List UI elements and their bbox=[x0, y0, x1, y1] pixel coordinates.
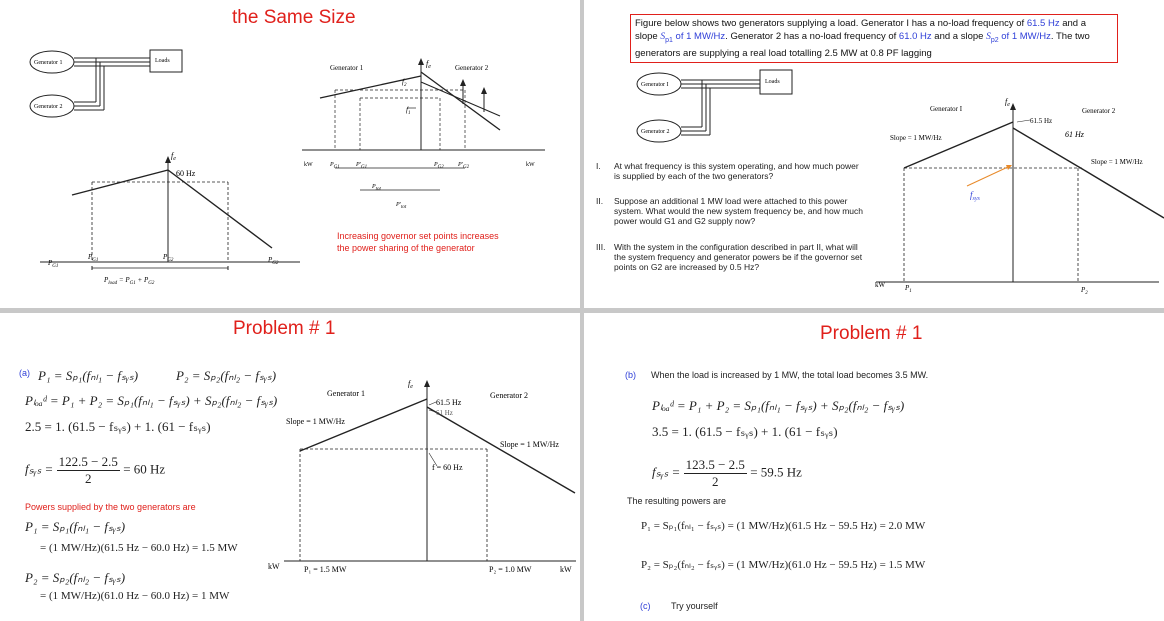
numeric-equation: 2.5 = 1. (61.5 − fₛᵧₛ) + 1. (61 − fₛᵧₛ) bbox=[25, 419, 211, 434]
fsys-result: fₛᵧₛ = $\frac{122.5 - 2.5}{2}$ = 60 Hz bbox=[25, 454, 166, 486]
p2-formula: P₂ = Sₚ₂(fₙₗ₂ − fₛᵧₛ) bbox=[25, 570, 126, 585]
pg1-left-label: $P_{G1}$ bbox=[48, 259, 59, 269]
pg2-label: $P_{G2}$ bbox=[163, 253, 174, 263]
gen2-label: Generator 2 bbox=[490, 391, 528, 400]
gen2-droop-shifted bbox=[421, 82, 500, 116]
p2-axis-label: $P_2$ bbox=[1081, 286, 1088, 296]
61-5hz-label: 61.5 Hz bbox=[436, 398, 462, 407]
powers-note: Powers supplied by the two generators are bbox=[25, 502, 196, 512]
slide-problem-statement bbox=[584, 0, 1164, 308]
61-5hz-label: 61.5 Hz bbox=[1030, 117, 1053, 125]
description-line-3: generators are supplying a real load totalling 2.5 MW at 0.8 PF lagging bbox=[635, 47, 932, 59]
loads-label: Loads bbox=[155, 58, 170, 64]
61hz-label: 61 Hz bbox=[436, 409, 453, 417]
slope2-label: Slope = 1 MW/Hz bbox=[1091, 158, 1143, 166]
slide-title: Problem # 1 bbox=[820, 323, 923, 344]
kw-left-label: kW bbox=[304, 162, 313, 168]
gen1-label: Generator 1 bbox=[327, 389, 365, 398]
fsys-arrow bbox=[967, 166, 1010, 186]
pg1-b-label: $P'_{G1}$ bbox=[356, 162, 368, 170]
generator-1-label: Generator I bbox=[641, 82, 669, 88]
fe-label: $f_e$ bbox=[171, 151, 176, 162]
droop-graph-part-a bbox=[0, 313, 580, 621]
right-gen1-label: Generator 1 bbox=[330, 64, 364, 72]
pload-equation: $P_{load} = P_{G1} + P_{G2}$ bbox=[104, 276, 155, 286]
pg1-label: $P_{G1}$ bbox=[88, 253, 99, 263]
parallel-generators-diagram bbox=[0, 0, 580, 308]
slope1-label: Slope = 1 MW/Hz bbox=[286, 417, 345, 426]
p1-value-label: P₁ = 1.5 MW bbox=[304, 565, 347, 574]
gen1-droop-line bbox=[904, 122, 1013, 168]
kw-label: kW bbox=[875, 281, 886, 289]
generator-2-label: Generator 2 bbox=[641, 129, 670, 135]
right-gen2-label: Generator 2 bbox=[1082, 107, 1116, 115]
loads-label: Loads bbox=[765, 79, 780, 85]
gen2-droop bbox=[421, 72, 500, 130]
f60-label: f = 60 Hz bbox=[432, 463, 463, 472]
pload-equation: Pₗₒₐᵈ = P₁ + P₂ = Sₚ₁(fₙₗ₁ − fₛᵧₛ) + Sₚ₂(fₙₗ₂ − fₛᵧₛ) bbox=[652, 398, 905, 413]
kw-right-label: kW bbox=[560, 565, 572, 574]
right-fe-label: $f_e$ bbox=[426, 59, 431, 70]
right-gen1-label: Generator I bbox=[930, 105, 963, 113]
slope1-label: Slope = 1 MW/Hz bbox=[890, 134, 942, 142]
pg2-right-label: $P_{G2}$ bbox=[268, 256, 279, 266]
p2-result-line: P₂ = Sₚ₂(fₙₗ₂ − fₛᵧₛ) = (1 MW/Hz)(61.0 Hz − 59.5 Hz) = 1.5 MW bbox=[641, 559, 926, 571]
numeric-equation: 3.5 = 1. (61.5 − fₛᵧₛ) + 1. (61 − fₛᵧₛ) bbox=[652, 424, 838, 439]
p1-equation: P₁ = Sₚ₁(fₙₗ₁ − fₛᵧₛ) bbox=[38, 368, 139, 383]
part-c-label: (c) bbox=[640, 601, 651, 611]
pload-equation: Pₗₒₐᵈ = P₁ + P₂ = Sₚ₁(fₙₗ₁ − fₛᵧₛ) + Sₚ₂(fₙₗ₂ − fₛᵧₛ) bbox=[25, 393, 278, 408]
question-3: III. With the system in the configuration described in part II, what will the system frequency and generator powers be if the governor set points on G2 are increased by 0.5 Hz? bbox=[596, 242, 863, 272]
kw-right-label: kW bbox=[526, 162, 535, 168]
p2-value-label: P₂ = 1.0 MW bbox=[489, 565, 532, 574]
p1-result-line: P₁ = Sₚ₁(fₙₗ₁ − fₛᵧₛ) = (1 MW/Hz)(61.5 Hz − 59.5 Hz) = 2.0 MW bbox=[641, 520, 926, 532]
pg2-a-label: $P_{G2}$ bbox=[434, 162, 444, 170]
gen2-droop-line bbox=[427, 407, 575, 493]
pg2-b-label: $P'_{G2}$ bbox=[458, 162, 470, 170]
fe-label: $f_e$ bbox=[1005, 97, 1010, 108]
fe-label: $f_e$ bbox=[408, 379, 413, 390]
p1-formula: P₁ = Sₚ₁(fₙₗ₁ − fₛᵧₛ) bbox=[25, 519, 126, 534]
governor-note-line1: Increasing governor set points increases bbox=[337, 231, 499, 241]
kw-left-label: kW bbox=[268, 562, 280, 571]
question-2: II. Suppose an additional 1 MW load were attached to this power system. What would the new system frequency be, and how much power would G1 and G2 supply now? bbox=[596, 196, 863, 226]
slope2-label: Slope = 1 MW/Hz bbox=[500, 440, 559, 449]
fsys-label: $f_{sys}$ bbox=[970, 190, 980, 202]
f2-label: $f_2$ bbox=[402, 78, 407, 88]
part-a-label: (a) bbox=[19, 368, 30, 378]
ptot-label: $P_{tot}$ bbox=[372, 184, 381, 192]
ptot-prime-label: $P'_{tot}$ bbox=[396, 202, 407, 210]
resulting-powers-note: The resulting powers are bbox=[627, 496, 727, 506]
61hz-label: 61 Hz bbox=[1065, 130, 1084, 139]
p2-calculation: = (1 MW/Hz)(61.0 Hz − 60.0 Hz) = 1 MW bbox=[40, 590, 230, 602]
description-line-2: slope $S_{p1}$ of 1 MW/Hz. Generator 2 has a no-load frequency of 61.0 Hz and a slope $S_{p2}$ of 1 MW/Hz. The two bbox=[635, 31, 1090, 44]
p2-equation: P₂ = Sₚ₂(fₙₗ₂ − fₛᵧₛ) bbox=[176, 368, 277, 383]
slide-problem-1-part-b bbox=[584, 313, 1164, 621]
question-1: I. At what frequency is this system operating, and how much power is supplied by each of the two generators? bbox=[596, 161, 859, 181]
part-c-text: Try yourself bbox=[671, 601, 718, 611]
governor-note-line2: the power sharing of the generator bbox=[337, 243, 475, 253]
part-b-label: (b) bbox=[625, 370, 636, 380]
generator-1-label: Generator 1 bbox=[34, 60, 63, 66]
generator-2-label: Generator 2 bbox=[34, 104, 63, 110]
fsys-result: fₛᵧₛ = $\frac{123.5 - 2.5}{2}$ = 59.5 Hz bbox=[652, 457, 802, 489]
f1-label: $f_1$ bbox=[406, 106, 411, 116]
slide-title: Problem # 1 bbox=[233, 318, 336, 339]
slide-problem-1-part-a bbox=[0, 313, 580, 621]
pg1-a-label: $P_{G1}$ bbox=[330, 162, 340, 170]
slide-title-fragment: the Same Size bbox=[232, 7, 356, 28]
part-b-text: When the load is increased by 1 MW, the total load becomes 3.5 MW. bbox=[651, 370, 929, 380]
generator-1-droop-line bbox=[72, 170, 168, 195]
right-gen2-label: Generator 2 bbox=[455, 64, 489, 72]
description-line-1: Figure below shows two generators supplying a load. Generator I has a no-load frequency of 61.5 Hz and a bbox=[635, 18, 1087, 29]
slide-parallel-generators bbox=[0, 0, 580, 308]
p1-axis-label: $P_1$ bbox=[905, 284, 912, 294]
60hz-label: 60 Hz bbox=[176, 169, 196, 178]
p1-calculation: = (1 MW/Hz)(61.5 Hz − 60.0 Hz) = 1.5 MW bbox=[40, 542, 238, 554]
